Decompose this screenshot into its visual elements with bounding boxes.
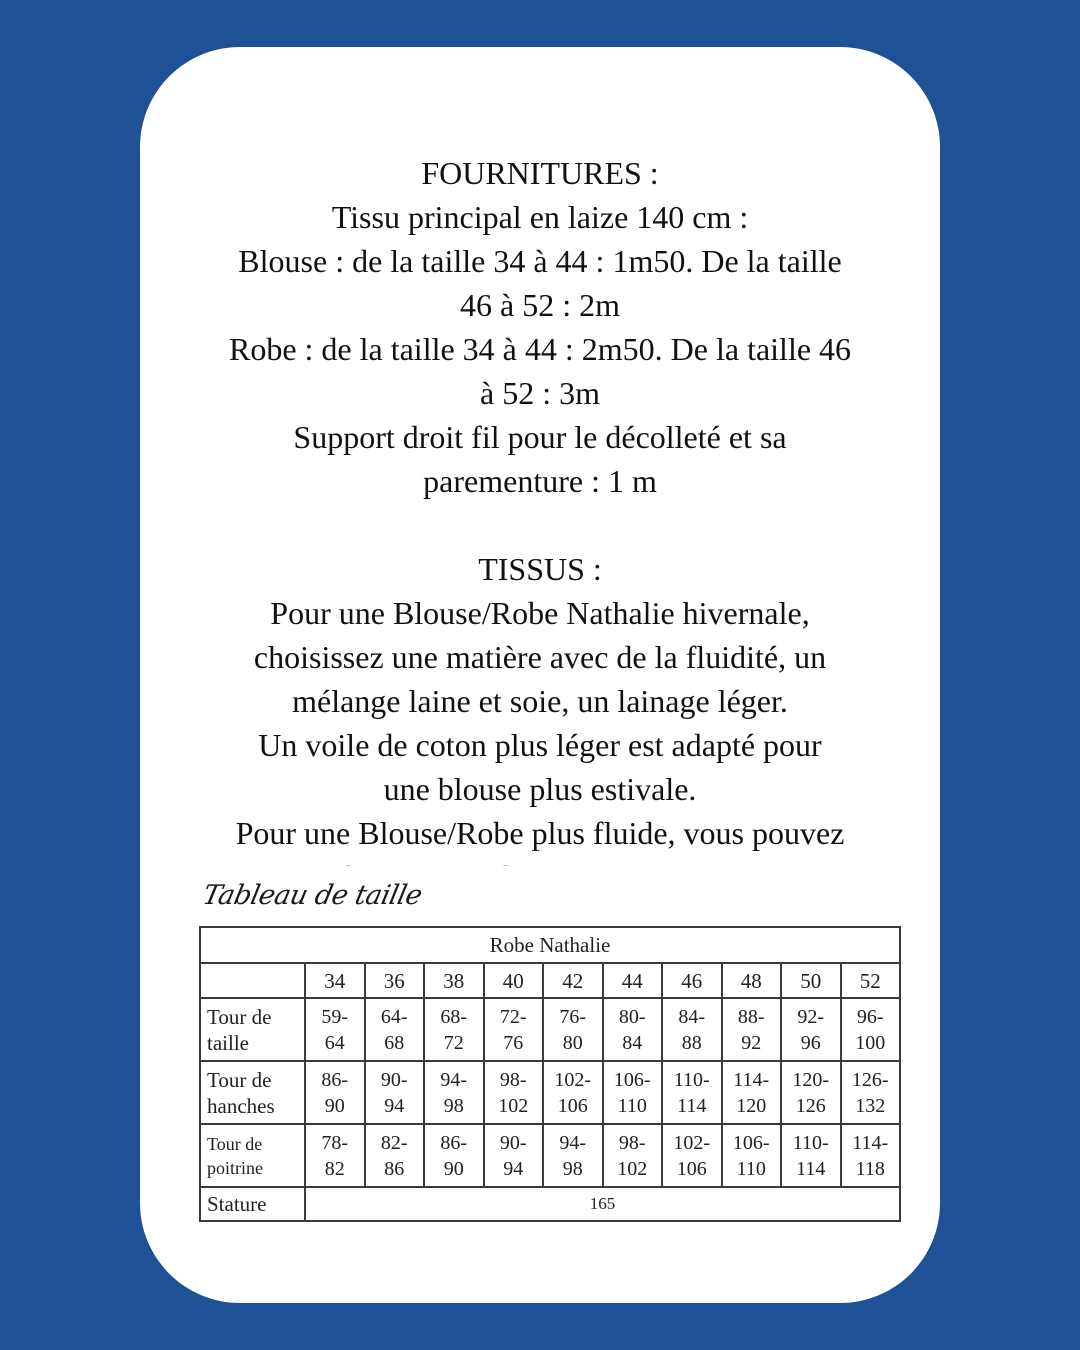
size-row-corner — [200, 963, 305, 998]
measure-cell-line: 64- — [380, 1005, 408, 1028]
measure-cell-line: 126- — [851, 1068, 889, 1091]
measure-cell-line: 76 — [503, 1031, 524, 1054]
measure-cell — [662, 998, 722, 1061]
size-cell: 34 — [305, 963, 365, 998]
measure-cell-line: 106 — [557, 1094, 588, 1117]
measure-cell — [484, 1124, 544, 1187]
measure-cell-line: 86 — [384, 1157, 405, 1180]
size-cell: 46 — [662, 963, 722, 998]
measure-cell — [543, 1124, 603, 1187]
size-table — [199, 926, 901, 1222]
tissus-line: Pour une Blouse/Robe plus fluide, vous pouvez — [235, 815, 845, 851]
fournitures-line: Robe : de la taille 34 à 44 : 2m50. De la taille 46 — [228, 331, 852, 367]
measure-cell — [841, 1124, 901, 1187]
row-label-line: Tour de — [207, 1004, 272, 1029]
measure-cell-line: 92 — [741, 1031, 762, 1054]
measure-cell-line: 64 — [324, 1031, 345, 1054]
measure-cell-line: 84 — [622, 1031, 643, 1054]
measure-cell-line: 110- — [673, 1068, 710, 1091]
hips-row — [200, 1061, 900, 1124]
measure-cell-line: 120 — [736, 1094, 767, 1117]
row-label — [200, 1061, 305, 1124]
measure-cell-line: 94- — [559, 1131, 587, 1154]
measure-cell — [424, 1061, 484, 1124]
measure-cell — [662, 1124, 722, 1187]
measure-cell — [424, 998, 484, 1061]
measure-cell-line: 72 — [443, 1031, 464, 1054]
measure-cell-line: 94 — [384, 1094, 405, 1117]
measure-cell-line: 78- — [321, 1131, 349, 1154]
measure-cell — [781, 1124, 841, 1187]
row-label-line: Tour de — [207, 1133, 263, 1154]
tissus-line: Pour une Blouse/Robe Nathalie hivernale, — [270, 595, 810, 631]
measure-cell — [781, 1061, 841, 1124]
tissus-section — [140, 547, 940, 899]
measure-cell-line: 90 — [443, 1157, 464, 1180]
measure-cell-line: 90 — [324, 1094, 345, 1117]
measure-cell-line: 102 — [617, 1157, 648, 1180]
size-cell: 42 — [543, 963, 603, 998]
tissus-heading: TISSUS : — [478, 551, 602, 587]
measure-cell — [603, 1061, 663, 1124]
row-label-line: taille — [207, 1030, 249, 1055]
measure-cell-line: 114- — [852, 1131, 889, 1154]
measure-cell — [603, 998, 663, 1061]
measure-cell-line: 86- — [440, 1131, 468, 1154]
size-cell: 36 — [365, 963, 425, 998]
measure-cell — [603, 1124, 663, 1187]
size-cell: 50 — [781, 963, 841, 998]
measure-cell-line: 82 — [324, 1157, 345, 1180]
measure-cell-line: 96- — [856, 1005, 884, 1028]
stature-label: Stature — [200, 1187, 305, 1221]
measure-cell-line: 106- — [613, 1068, 651, 1091]
size-cell: 52 — [841, 963, 901, 998]
measure-cell-line: 102- — [554, 1068, 592, 1091]
measure-cell — [543, 998, 603, 1061]
tissus-line: mélange laine et soie, un lainage léger. — [292, 683, 788, 719]
tissus-line: une blouse plus estivale. — [383, 771, 697, 807]
measure-cell-line: 88 — [681, 1031, 702, 1054]
size-cell: 38 — [424, 963, 484, 998]
measure-cell-line: 80- — [618, 1005, 646, 1028]
measure-cell — [424, 1124, 484, 1187]
row-label-line: hanches — [207, 1093, 275, 1118]
measure-cell-line: 98- — [618, 1131, 646, 1154]
fournitures-line: 46 à 52 : 2m — [460, 287, 620, 323]
fournitures-heading: FOURNITURES : — [421, 155, 659, 191]
measure-cell-line: 110- — [792, 1131, 829, 1154]
row-label-line: poitrine — [207, 1157, 263, 1178]
measure-cell-line: 90- — [499, 1131, 527, 1154]
chest-row — [200, 1124, 900, 1187]
measure-cell-line: 114 — [677, 1094, 707, 1117]
row-label — [200, 1124, 305, 1187]
measure-cell-line: 68- — [440, 1005, 468, 1028]
measure-cell — [365, 998, 425, 1061]
fournitures-line: Tissu principal en laize 140 cm : — [331, 199, 749, 235]
measure-cell — [722, 1061, 782, 1124]
measure-cell-line: 94 — [503, 1157, 524, 1180]
measure-cell — [484, 998, 544, 1061]
measure-cell — [365, 1061, 425, 1124]
size-cell: 40 — [484, 963, 544, 998]
stature-row — [200, 1187, 900, 1221]
measure-cell-line: 68 — [384, 1031, 405, 1054]
measure-cell-line: 106 — [676, 1157, 707, 1180]
measure-cell-line: 86- — [321, 1068, 349, 1091]
measure-cell — [365, 1124, 425, 1187]
measure-cell — [543, 1061, 603, 1124]
tissus-line: choisissez une matière avec de la fluidité, un — [253, 639, 827, 675]
waist-row — [200, 998, 900, 1061]
measure-cell-line: 114- — [733, 1068, 770, 1091]
measure-cell — [722, 998, 782, 1061]
size-cell: 44 — [603, 963, 663, 998]
measure-cell-line: 59- — [321, 1005, 349, 1028]
measure-cell — [662, 1061, 722, 1124]
measure-cell-line: 96 — [800, 1031, 821, 1054]
measure-cell — [781, 998, 841, 1061]
measure-cell — [841, 1061, 901, 1124]
measure-cell-line: 88- — [737, 1005, 765, 1028]
measure-cell-line: 82- — [380, 1131, 408, 1154]
measure-cell — [484, 1061, 544, 1124]
measure-cell — [305, 998, 365, 1061]
measure-cell-line: 92- — [797, 1005, 825, 1028]
measure-cell-line: 102 — [498, 1094, 529, 1117]
measure-cell — [841, 998, 901, 1061]
fournitures-line: à 52 : 3m — [480, 375, 600, 411]
measure-cell-line: 114 — [796, 1157, 826, 1180]
measure-cell-line: 84- — [678, 1005, 706, 1028]
measure-cell-line: 98 — [443, 1094, 464, 1117]
measure-cell-line: 72- — [499, 1005, 527, 1028]
size-cell: 48 — [722, 963, 782, 998]
row-label-line: Tour de — [207, 1067, 272, 1092]
size-chart-title: Tableau de taille — [200, 880, 425, 911]
measure-cell-line: 110 — [617, 1094, 647, 1117]
measure-cell-line: 100 — [855, 1031, 886, 1054]
fournitures-line: Blouse : de la taille 34 à 44 : 1m50. De la taille — [238, 243, 842, 279]
tissus-line: Un voile de coton plus léger est adapté pour — [258, 727, 822, 763]
measure-cell-line: 120- — [792, 1068, 830, 1091]
measure-cell — [305, 1124, 365, 1187]
measure-cell-line: 76- — [559, 1005, 587, 1028]
fournitures-line: parementure : 1 m — [423, 463, 657, 499]
measure-cell-line: 102- — [673, 1131, 711, 1154]
fournitures-section — [140, 151, 940, 503]
stature-value: 165 — [305, 1187, 900, 1221]
fournitures-line: Support droit fil pour le décolleté et sa — [293, 419, 787, 455]
measure-cell-line: 126 — [795, 1094, 826, 1117]
size-chart — [175, 866, 905, 1226]
measure-cell-line: 106- — [732, 1131, 770, 1154]
measure-cell-line: 118 — [855, 1157, 885, 1180]
measure-cell-line: 98- — [499, 1068, 527, 1091]
measure-cell — [722, 1124, 782, 1187]
row-label — [200, 998, 305, 1061]
table-header: Robe Nathalie — [200, 927, 900, 963]
size-row — [200, 963, 900, 998]
measure-cell-line: 80 — [562, 1031, 583, 1054]
measure-cell-line: 132 — [855, 1094, 886, 1117]
measure-cell-line: 110 — [736, 1157, 766, 1180]
measure-cell-line: 94- — [440, 1068, 468, 1091]
measure-cell — [305, 1061, 365, 1124]
measure-cell-line: 98 — [562, 1157, 583, 1180]
measure-cell-line: 90- — [380, 1068, 408, 1091]
